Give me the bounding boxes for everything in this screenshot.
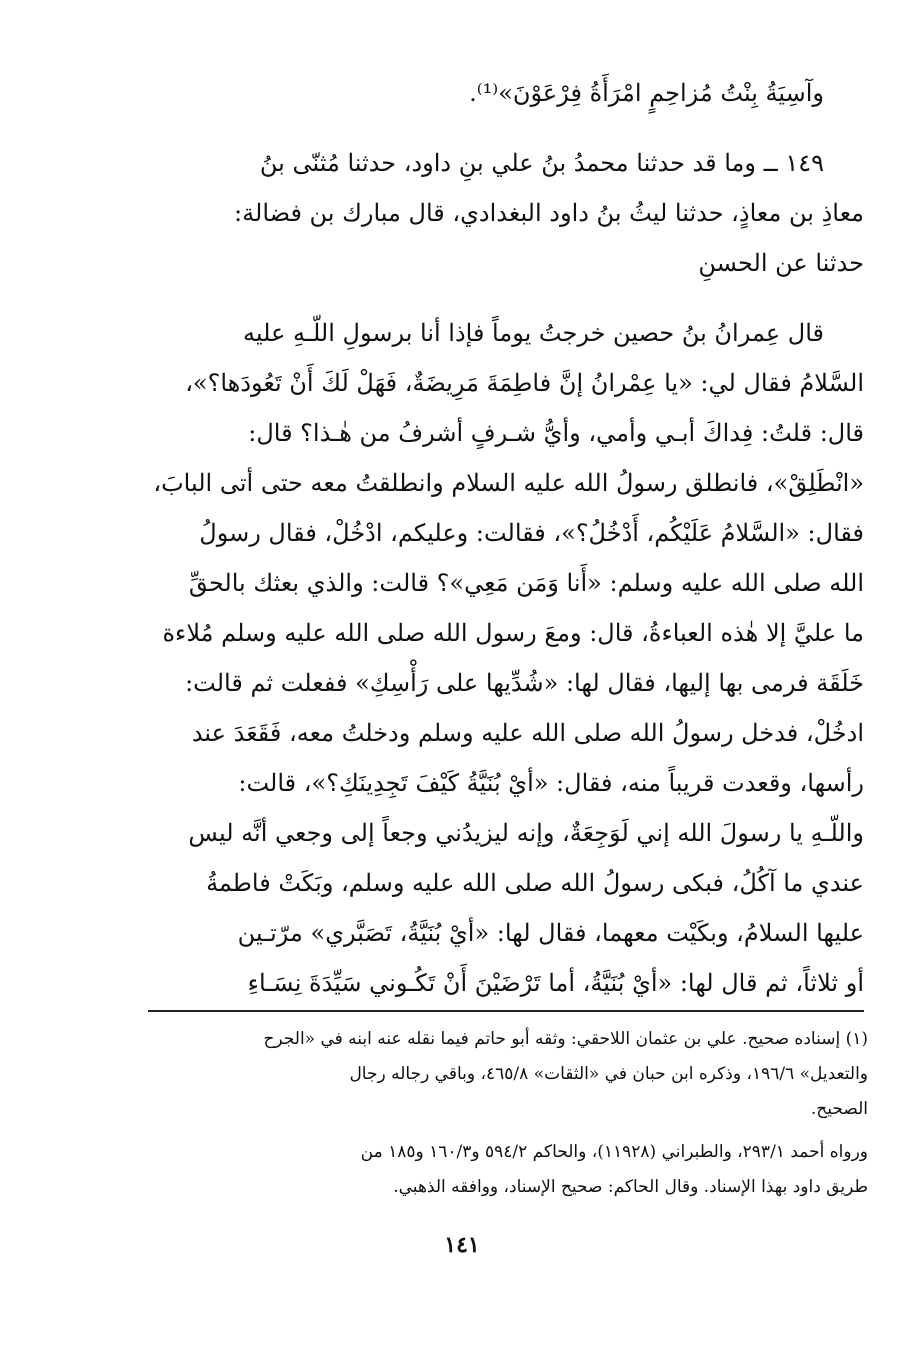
text-line: حدثنا عن الحسنِ <box>698 249 864 277</box>
text-line: قال عِمرانُ بنُ حصين خرجتُ يوماً فإذا أنا برسولِ اللّـهِ عليه <box>243 319 824 347</box>
text-line: ما عليَّ إلا هٰذه العباءةُ، قال: ومعَ رسول الله صلى الله عليه وسلم مُلاءة <box>162 619 864 647</box>
text-line: خَلَقَة فرمى بها إليها، فقال لها: «شُدِّيها على رَأْسِكِ» ففعلت ثم قالت: <box>185 669 864 697</box>
text-line: رأسها، وقعدت قريباً منه، فقال: «أيْ بُنَيَّةُ كَيْفَ تَجِدِينَكِ؟»، قالت: <box>238 769 864 797</box>
text-line: وآسِيَةُ بِنْتُ مُزاحِمٍ امْرَأَةُ فِرْعَوْنَ»⁽¹⁾. <box>469 79 824 107</box>
text-line: عندي ما آكُلُ، فبكى رسولُ الله صلى الله عليه وسلم، وبَكَتْ فاطمةُ <box>206 869 864 897</box>
text-line: ١٤٩ ــ وما قد حدثنا محمدُ بنُ علي بنِ داود، حدثنا مُثنّى بنُ <box>259 149 824 177</box>
footnotes-block <box>138 1022 868 1205</box>
footnote-rule <box>148 1010 864 1012</box>
text-line: السَّلامُ فقال لي: «يا عِمْرانُ إنَّ فاطِمَةَ مَرِيضَةٌ، فَهَلْ لَكَ أَنْ تَعُودَها؟»، <box>185 369 864 397</box>
paragraph-gap <box>140 288 864 308</box>
text-line: الله صلى الله عليه وسلم: «أَنا وَمَن مَعِي»؟ قالت: والذي بعثك بالحقِّ <box>188 569 864 597</box>
footnote-line: طريق داود بهذا الإسناد. وقال الحاكم: صحيح الإسناد، ووافقه الذهبي. <box>393 1177 868 1197</box>
text-line: «انْطَلِقْ»، فانطلق رسولُ الله عليه السلام وانطلقتُ معه حتى أتى البابَ، <box>153 469 864 497</box>
footnote-line: والتعديل» ١٩٦/٦، وذكره ابن حبان في «الثقات» ٤٦٥/٨، وباقي رجاله رجال <box>349 1064 868 1084</box>
text-line: عليها السلامُ، وبكَيْت معهما، فقال لها: «أيْ بُنَيَّةُ، تَصَبَّري» مرّتـين <box>237 919 864 947</box>
paragraph-gap <box>140 118 864 138</box>
text-line: فقال: «السَّلامُ عَلَيْكُم، أَدْخُلُ؟»، فقالت: وعليكم، ادْخُلْ، فقال رسولُ <box>199 519 864 547</box>
text-line: معاذِ بن معاذٍ، حدثنا ليثُ بنُ داود البغدادي، قال مبارك بن فضالة: <box>234 199 864 227</box>
footnote-gap <box>138 1127 868 1135</box>
text-line: ادخُلْ، فدخل رسولُ الله صلى الله عليه وسلم ودخلتُ معه، فَقَعَدَ عند <box>191 719 864 747</box>
text-line: واللّـهِ يا رسولَ الله إني لَوَجِعَةٌ، وإنه ليزيدُني وجعاً إلى وجعي أنَّه ليس <box>188 819 864 847</box>
main-text-block <box>140 68 864 1008</box>
footnote-line: (١) إسناده صحيح. علي بن عثمان اللاحقي: وثقه أبو حاتم فيما نقله عنه ابنه في «الجرح <box>263 1029 868 1049</box>
footnote-line: الصحيح. <box>810 1099 868 1119</box>
text-line: قال: قلتُ: فِداكَ أبـي وأمي، وأيُّ شـرفٍ أشرفُ من هٰـذا؟ قال: <box>248 419 864 447</box>
page-number: ١٤١ <box>444 1232 480 1258</box>
footnote-line: ورواه أحمد ٢٩٣/١، والطبراني (١١٩٢٨)، والحاكم ٥٩٤/٢ و١٦٠/٣ و١٨٥ من <box>360 1142 868 1162</box>
text-line: أو ثلاثاً، ثم قال لها: «أيْ بُنَيَّةُ، أما تَرْضَيْنَ أَنْ تَكُـوني سَيِّدَةَ نِسَـاءِ <box>247 969 864 997</box>
